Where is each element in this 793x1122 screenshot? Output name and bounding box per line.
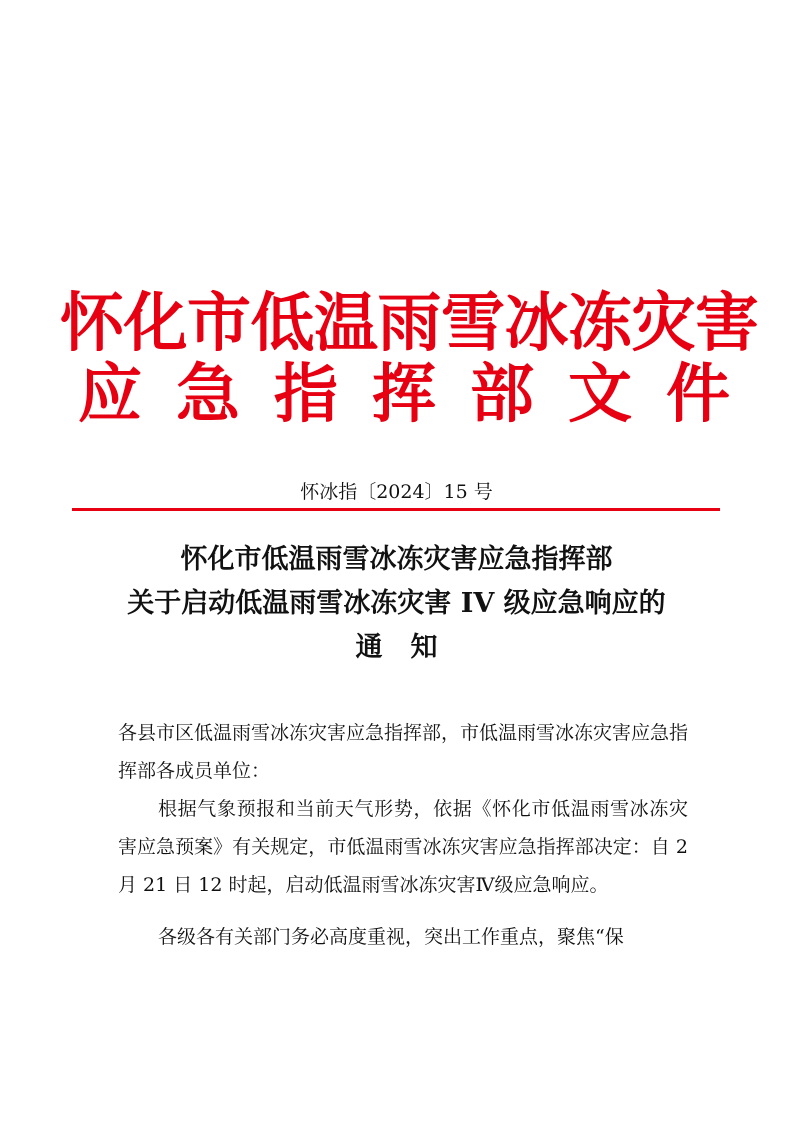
document-body (118, 714, 688, 956)
issuer-header-line-2: 应急指挥部文件 (78, 357, 764, 432)
title-line-2: 关于启动低温雨雪冰冻灾害 IV 级应急响应的 (127, 588, 666, 619)
document-number: 怀冰指〔2024〕15 号 (300, 481, 493, 503)
body-paragraph-1: 根据气象预报和当前天气形势，依据《怀化市低温雨雪冰冻灾害应急预案》有关规定，市低温雨雪冰冻灾害应急指挥部决定：自 2 月 21 日 12 时起，启动低温雨雪冰冻灾害Ⅳ级应急响应。 (118, 798, 688, 896)
body-paragraph-2: 各级各有关部门务必高度重视，突出工作重点，聚焦“保 (158, 926, 624, 948)
issuer-header-line-1: 怀化市低温雨雪冰冻灾害 (60, 286, 759, 361)
addressee: 各县市区低温雨雪冰冻灾害应急指挥部，市低温雨雪冰冻灾害应急指挥部各成员单位： (118, 722, 689, 782)
document-title (70, 538, 723, 670)
title-line-1: 怀化市低温雨雪冰冻灾害应急指挥部 (180, 544, 613, 575)
red-separator-line (72, 508, 720, 511)
title-line-3: 通知 (355, 632, 466, 663)
